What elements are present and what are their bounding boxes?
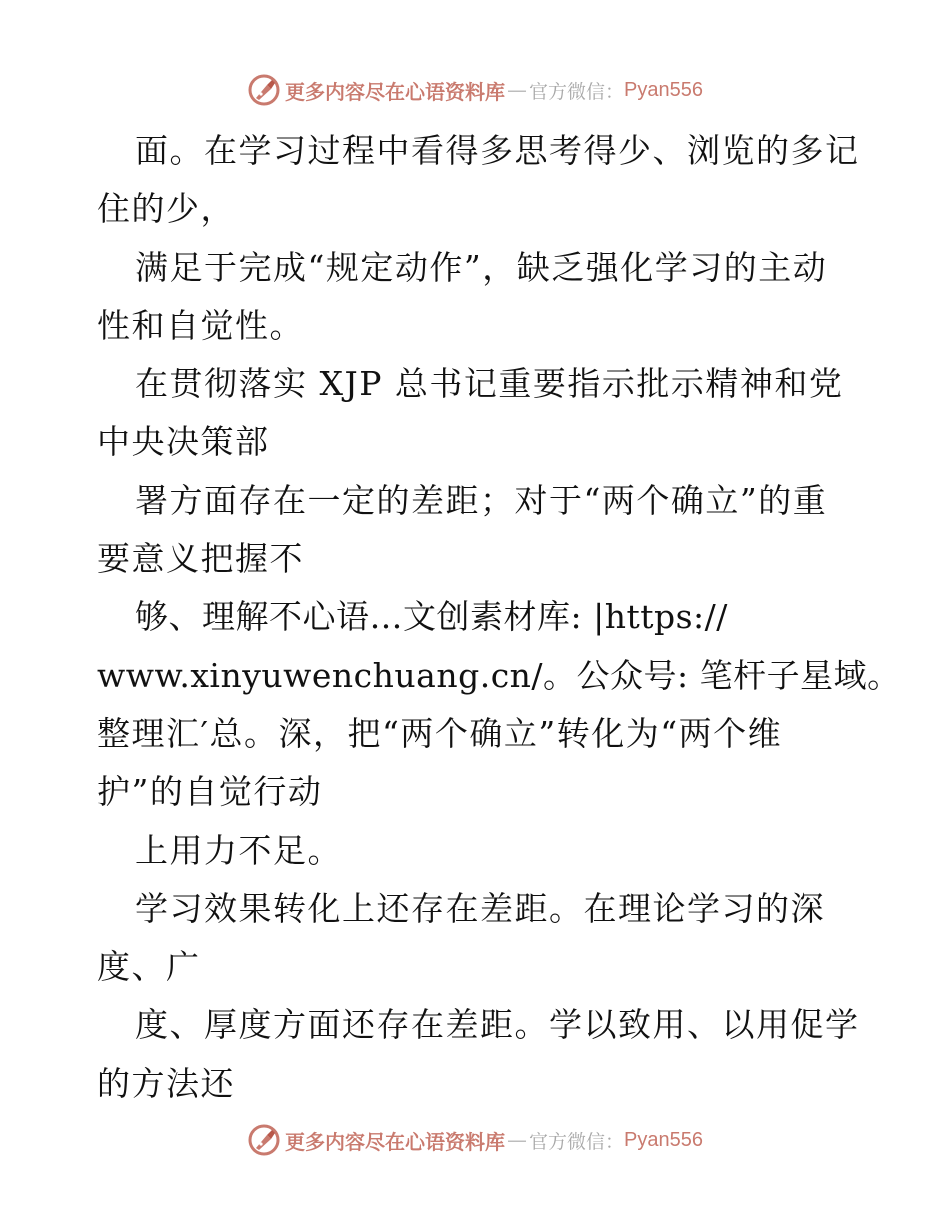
body-line: 署方面存在一定的差距；对于“两个确立”的重 [135, 480, 828, 520]
body-line: 的方法还 [97, 1063, 235, 1103]
watermark-wechat-id: Pyan556 [624, 78, 703, 101]
body-line: 面。在学习过程中看得多思考得少、浏览的多记 [135, 131, 860, 170]
watermark-separator: — [507, 1128, 527, 1152]
watermark-separator: — [507, 78, 527, 102]
watermark-site-text: 更多内容尽在心语资料库 [285, 79, 505, 104]
body-line: 满足于完成“规定动作”，缺乏强化学习的主动 [135, 247, 828, 287]
watermark-wechat-label: 官方微信： [529, 80, 625, 103]
body-line: 够、理解不心语…文创素材库: |https:// [135, 597, 728, 637]
body-line: 住的少， [97, 189, 235, 229]
body-line: 度、广 [97, 947, 201, 987]
body-line: 学习效果转化上还存在差距。在理论学习的深 [135, 888, 825, 928]
watermark-wechat-label: 官方微信： [529, 1130, 625, 1153]
body-line: 整理汇′总。深，把“两个确立”转化为“两个维 [97, 713, 783, 753]
body-line: 度、厚度方面还存在差距。学以致用、以用促学 [135, 1005, 860, 1045]
pen-nib-logo-icon [247, 1123, 281, 1157]
body-line: 护”的自觉行动 [97, 772, 323, 812]
footer-watermark [0, 1120, 950, 1160]
pen-nib-logo-icon [247, 73, 281, 107]
watermark-site-text: 更多内容尽在心语资料库 [285, 1129, 505, 1154]
body-line: 在贯彻落实 XJP 总书记重要指示批示精神和党 [135, 364, 844, 404]
body-line: 中央决策部 [97, 422, 270, 462]
header-watermark [0, 70, 950, 110]
document-body [97, 122, 901, 1113]
body-line: 上用力不足。 [135, 830, 342, 870]
body-line: www.xinyuwenchuang.cn/。公众号: 笔杆子星域。 [97, 655, 901, 695]
watermark-wechat-id: Pyan556 [624, 1128, 703, 1151]
body-line: 要意义把握不 [97, 539, 304, 579]
body-line: 性和自觉性。 [97, 305, 304, 345]
